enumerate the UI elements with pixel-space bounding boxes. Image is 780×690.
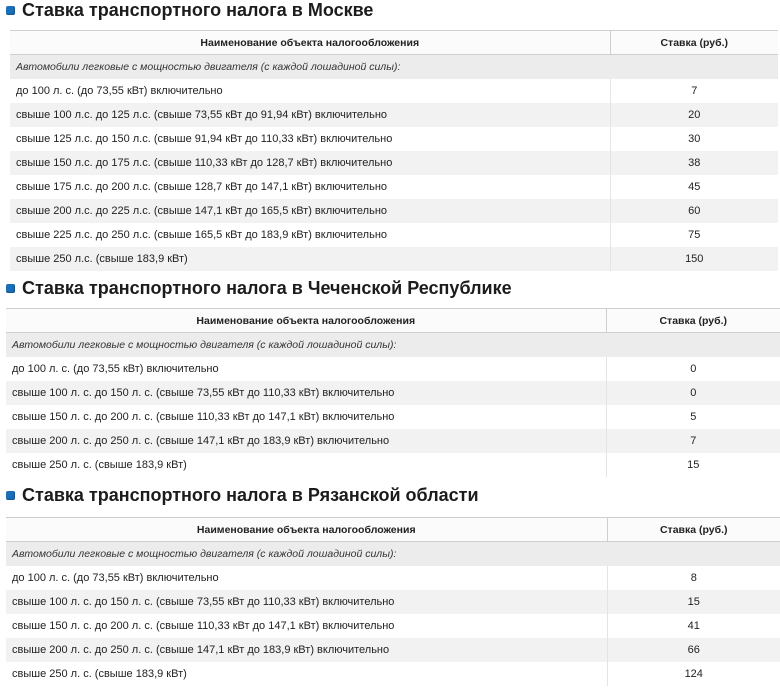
table-row [6, 405, 780, 429]
section-ryazan [6, 485, 780, 686]
object-name: свыше 150 л.с. до 175 л.с. (свыше 110,33 кВт до 128,7 кВт) включительно [10, 151, 610, 175]
table-row [6, 381, 780, 405]
table-row [6, 566, 780, 590]
object-name: до 100 л. с. (до 73,55 кВт) включительно [10, 79, 610, 103]
object-name: свыше 175 л.с. до 200 л.с. (свыше 128,7 кВт до 147,1 кВт) включительно [10, 175, 610, 199]
table-row [6, 357, 780, 381]
tax-rate-table [6, 517, 780, 686]
object-name: свыше 200 л. с. до 250 л. с. (свыше 147,1 кВт до 183,9 кВт) включительно [6, 429, 606, 453]
bullet-icon [6, 6, 15, 15]
rate-value: 0 [606, 381, 780, 405]
rate-value: 30 [610, 127, 778, 151]
rate-value: 15 [607, 590, 780, 614]
rate-value: 60 [610, 199, 778, 223]
subheader-text: Автомобили легковые с мощностью двигателя (с каждой лошадиной силы): [6, 542, 780, 567]
column-header-rate: Ставка (руб.) [606, 309, 780, 333]
rate-value: 0 [606, 357, 780, 381]
tax-rate-table [10, 30, 778, 271]
section-heading [6, 278, 780, 298]
table-header-row [6, 309, 780, 333]
section-title: Ставка транспортного налога в Чеченской Республике [22, 277, 512, 298]
table-row [6, 429, 780, 453]
table-row [10, 103, 778, 127]
object-name: до 100 л. с. (до 73,55 кВт) включительно [6, 357, 606, 381]
section-title: Ставка транспортного налога в Рязанской области [22, 484, 479, 505]
table-header-row [6, 518, 780, 542]
table-row [10, 199, 778, 223]
column-header-object: Наименование объекта налогообложения [10, 31, 610, 55]
tax-rate-table [6, 308, 780, 477]
object-name: свыше 125 л.с. до 150 л.с. (свыше 91,94 кВт до 110,33 кВт) включительно [10, 127, 610, 151]
object-name: свыше 250 л. с. (свыше 183,9 кВт) [6, 662, 607, 686]
section-moscow [6, 0, 780, 271]
table-row [6, 614, 780, 638]
rate-value: 15 [606, 453, 780, 477]
section-title: Ставка транспортного налога в Москве [22, 0, 374, 20]
rate-value: 45 [610, 175, 778, 199]
column-header-object: Наименование объекта налогообложения [6, 518, 607, 542]
section-chechnya [6, 278, 780, 477]
table-row [10, 223, 778, 247]
object-name: свыше 100 л. с. до 150 л. с. (свыше 73,55 кВт до 110,33 кВт) включительно [6, 381, 606, 405]
subheader-text: Автомобили легковые с мощностью двигателя (с каждой лошадиной силы): [6, 333, 780, 358]
object-name: свыше 200 л.с. до 225 л.с. (свыше 147,1 кВт до 165,5 кВт) включительно [10, 199, 610, 223]
bullet-icon [6, 491, 15, 500]
object-name: свыше 100 л.с. до 125 л.с. (свыше 73,55 кВт до 91,94 кВт) включительно [10, 103, 610, 127]
table-row [6, 662, 780, 686]
table-row [10, 175, 778, 199]
rate-value: 38 [610, 151, 778, 175]
rate-value: 7 [610, 79, 778, 103]
column-header-rate: Ставка (руб.) [607, 518, 780, 542]
rate-value: 20 [610, 103, 778, 127]
object-name: свыше 250 л.с. (свыше 183,9 кВт) [10, 247, 610, 271]
rate-value: 8 [607, 566, 780, 590]
table-row [10, 127, 778, 151]
column-header-rate: Ставка (руб.) [610, 31, 778, 55]
table-row [6, 453, 780, 477]
table-row [10, 151, 778, 175]
table-subheader-row [6, 333, 780, 358]
object-name: свыше 200 л. с. до 250 л. с. (свыше 147,1 кВт до 183,9 кВт) включительно [6, 638, 607, 662]
section-heading [6, 485, 780, 505]
rate-value: 150 [610, 247, 778, 271]
object-name: до 100 л. с. (до 73,55 кВт) включительно [6, 566, 607, 590]
rate-value: 7 [606, 429, 780, 453]
object-name: свыше 150 л. с. до 200 л. с. (свыше 110,33 кВт до 147,1 кВт) включительно [6, 405, 606, 429]
rate-value: 41 [607, 614, 780, 638]
subheader-text: Автомобили легковые с мощностью двигателя (с каждой лошадиной силы): [10, 55, 778, 80]
object-name: свыше 250 л. с. (свыше 183,9 кВт) [6, 453, 606, 477]
rate-value: 66 [607, 638, 780, 662]
rate-value: 75 [610, 223, 778, 247]
section-heading [6, 0, 780, 20]
rate-value: 124 [607, 662, 780, 686]
rate-value: 5 [606, 405, 780, 429]
object-name: свыше 100 л. с. до 150 л. с. (свыше 73,55 кВт до 110,33 кВт) включительно [6, 590, 607, 614]
table-subheader-row [6, 542, 780, 567]
table-subheader-row [10, 55, 778, 80]
object-name: свыше 225 л.с. до 250 л.с. (свыше 165,5 кВт до 183,9 кВт) включительно [10, 223, 610, 247]
table-row [6, 638, 780, 662]
table-row [10, 79, 778, 103]
bullet-icon [6, 284, 15, 293]
table-row [10, 247, 778, 271]
table-header-row [10, 31, 778, 55]
object-name: свыше 150 л. с. до 200 л. с. (свыше 110,33 кВт до 147,1 кВт) включительно [6, 614, 607, 638]
table-row [6, 590, 780, 614]
column-header-object: Наименование объекта налогообложения [6, 309, 606, 333]
